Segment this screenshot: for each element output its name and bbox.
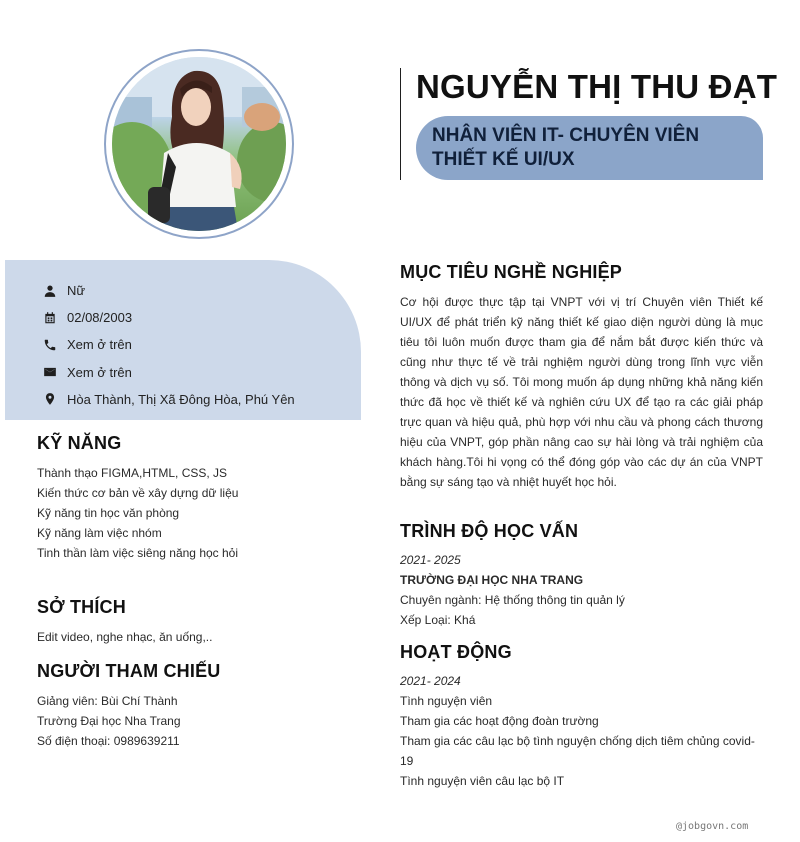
activities-block (400, 671, 755, 791)
education-heading: TRÌNH ĐỘ HỌC VẤN (400, 521, 579, 541)
reference-line: Số điện thoại: 0989639211 (37, 734, 180, 748)
activity-item: Tham gia các câu lạc bộ tình nguyện chống dịch tiêm chủng covid- (400, 734, 755, 748)
activity-item: Tình nguyện viên câu lạc bộ IT (400, 774, 565, 788)
skill-item: Kỹ năng làm việc nhóm (37, 526, 162, 540)
contact-email (43, 359, 361, 386)
activities-heading: HOẠT ĐỘNG (400, 642, 512, 662)
reference-line: Trường Đại học Nha Trang (37, 714, 181, 728)
education-period: 2021- 2025 (400, 553, 461, 567)
gender-value: Nữ (67, 283, 86, 299)
person-icon (43, 284, 57, 298)
phone-icon (43, 338, 57, 352)
skills-list (37, 463, 238, 563)
mail-icon (43, 365, 57, 379)
contact-birthday (43, 304, 361, 331)
reference-list (37, 691, 181, 751)
activity-item: Tình nguyện viên (400, 694, 493, 708)
calendar-icon (43, 311, 57, 325)
objective-text: Cơ hội được thực tập tại VNPT với vị trí Chuyên viên Thiết kế UI/UX để phát triển kỹ năng thiết kế giao diện người dùng là mục tiêu tôi luôn muốn được tham gia để nắm bắt được kiến thức và cũng như thực tế về trải nghiệm người dùng trong lĩnh vực viễn thông và dịch vụ số. Tôi mong muốn áp dụng những khả năng kiến thức đã học về thiết kế và nghiên cứu UX để tạo ra các giải pháp trực quan và hiệu quả, phù hợp với nhu cầu và phong cách thương hiệu của VNPT, góp phần nâng cao sự hài lòng và trải nghiệm của khách hàng.Tôi hi vọng có thể đóng góp vào các dự án của VNPT bằng sự sáng tạo và nhiệt huyết học hỏi. (400, 295, 763, 489)
job-title-line-1: NHÂN VIÊN IT- CHUYÊN VIÊN (432, 125, 700, 146)
hobbies-text (37, 627, 212, 647)
job-title-line-2: THIẾT KẾ UI/UX (432, 149, 575, 170)
reference-line: Giảng viên: Bùi Chí Thành (37, 694, 178, 708)
skill-item: Tinh thần làm việc siêng năng học hỏi (37, 546, 239, 560)
education-school: TRƯỜNG ĐẠI HỌC NHA TRANG (400, 573, 584, 587)
activity-item: 19 (400, 754, 414, 768)
education-block (400, 550, 625, 630)
contact-phone (43, 331, 361, 358)
candidate-name: NGUYỄN THỊ THU ĐẠT (416, 68, 778, 105)
education-major: Chuyên ngành: Hệ thống thông tin quản lý (400, 593, 625, 607)
contact-gender (43, 277, 361, 304)
activities-period: 2021- 2024 (400, 674, 461, 688)
skill-item: Kiến thức cơ bản về xây dựng dữ liệu (37, 486, 239, 500)
activity-item: Tham gia các hoạt động đoàn trường (400, 714, 599, 728)
hobbies-heading: SỞ THÍCH (37, 597, 126, 617)
avatar (112, 57, 286, 231)
birthday-value: 02/08/2003 (67, 310, 133, 326)
skill-item: Kỹ năng tin học văn phòng (37, 506, 180, 520)
phone-value: Xem ở trên (67, 337, 132, 353)
skill-item: Thành thạo FIGMA,HTML, CSS, JS (37, 466, 228, 480)
portrait-illustration (112, 57, 286, 231)
address-value: Hòa Thành, Thị Xã Đông Hòa, Phú Yên (67, 391, 295, 407)
location-pin-icon (43, 392, 57, 406)
watermark: @jobgovn.com (676, 821, 749, 832)
email-value: Xem ở trên (67, 364, 132, 380)
header-divider (400, 68, 401, 180)
hobbies-value: Edit video, nghe nhạc, ăn uống,.. (37, 630, 213, 644)
reference-heading: NGƯỜI THAM CHIẾU (37, 661, 221, 681)
education-grade: Xếp Loại: Khá (400, 613, 476, 627)
objective-heading: MỤC TIÊU NGHỀ NGHIỆP (400, 262, 623, 282)
job-title-box (416, 116, 763, 180)
contact-address (43, 386, 361, 413)
skills-heading: KỸ NĂNG (37, 433, 122, 453)
avatar-frame (104, 49, 294, 239)
contact-panel (5, 260, 361, 420)
